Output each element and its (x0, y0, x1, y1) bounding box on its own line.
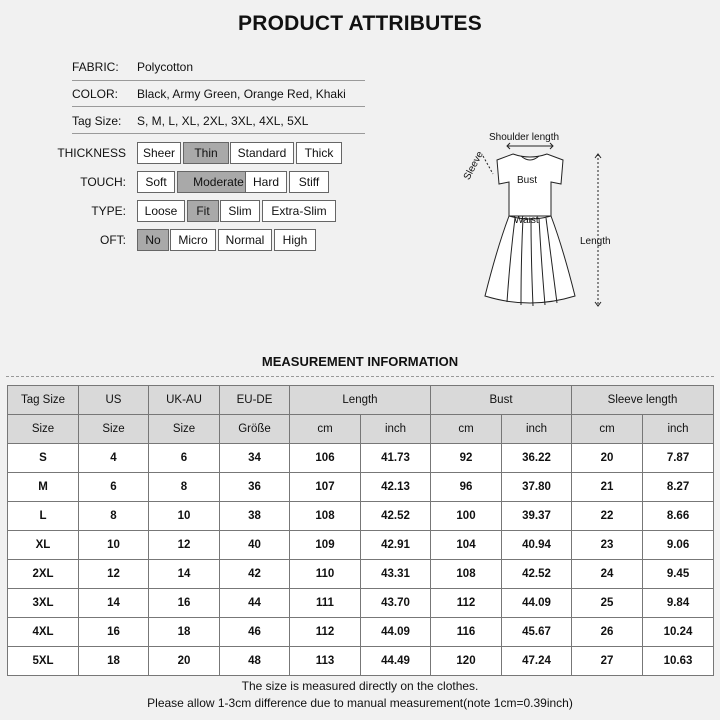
table-cell: 110 (290, 560, 361, 589)
table-cell: 116 (431, 618, 502, 647)
table-cell: 21 (572, 473, 643, 502)
table-cell: 18 (79, 647, 149, 676)
table-cell: 40 (220, 531, 290, 560)
attr-key: FABRIC: (72, 60, 119, 74)
table-cell: 47.24 (502, 647, 572, 676)
option-chip: Fit (187, 200, 219, 222)
table-header-row (8, 386, 714, 415)
table-cell: L (8, 502, 79, 531)
table-cell: 9.84 (643, 589, 714, 618)
table-cell: 44.09 (502, 589, 572, 618)
table-cell: 3XL (8, 589, 79, 618)
table-cell: 44 (220, 589, 290, 618)
table-cell: 42 (220, 560, 290, 589)
table-row (8, 618, 714, 647)
subheader-cell: cm (290, 415, 361, 444)
table-cell: 109 (290, 531, 361, 560)
table-cell: 108 (290, 502, 361, 531)
option-chip: Stiff (289, 171, 329, 193)
sleeve-label: Sleeve (461, 149, 486, 182)
attr-value: Polycotton (137, 60, 194, 74)
table-cell: 20 (572, 444, 643, 473)
table-cell: 39.37 (502, 502, 572, 531)
option-chip: Micro (170, 229, 216, 251)
table-cell: 10.63 (643, 647, 714, 676)
option-label: TYPE: (91, 204, 126, 218)
table-cell: 45.67 (502, 618, 572, 647)
table-cell: 9.06 (643, 531, 714, 560)
divider (72, 133, 365, 134)
length-label: Length (580, 236, 611, 247)
table-cell: 14 (149, 560, 220, 589)
table-row (8, 444, 714, 473)
measurement-title: MEASUREMENT INFORMATION (261, 354, 459, 369)
subheader-cell: inch (643, 415, 714, 444)
attr-key: COLOR: (72, 87, 119, 101)
table-cell: 14 (79, 589, 149, 618)
table-cell: 113 (290, 647, 361, 676)
option-chip: Hard (245, 171, 287, 193)
table-cell: 9.45 (643, 560, 714, 589)
option-chip: Normal (218, 229, 272, 251)
subheader-cell: cm (572, 415, 643, 444)
header-cell: Length (290, 386, 431, 415)
table-cell: 23 (572, 531, 643, 560)
table-cell: 42.13 (361, 473, 431, 502)
header-cell: EU-DE (220, 386, 290, 415)
option-chip: Moderate (177, 171, 260, 193)
table-cell: 12 (79, 560, 149, 589)
table-cell: 24 (572, 560, 643, 589)
table-cell: 7.87 (643, 444, 714, 473)
table-cell: 16 (149, 589, 220, 618)
table-cell: 10 (149, 502, 220, 531)
table-cell: 20 (149, 647, 220, 676)
waist-label: Waist (514, 215, 539, 226)
table-cell: 42.52 (361, 502, 431, 531)
table-cell: 41.73 (361, 444, 431, 473)
subheader-cell: Size (8, 415, 79, 444)
table-cell: S (8, 444, 79, 473)
table-row (8, 589, 714, 618)
table-cell: M (8, 473, 79, 502)
table-cell: 37.80 (502, 473, 572, 502)
attr-value: S, M, L, XL, 2XL, 3XL, 4XL, 5XL (137, 114, 309, 128)
option-chip: Soft (137, 171, 175, 193)
attr-value: Black, Army Green, Orange Red, Khaki (137, 87, 346, 101)
divider (72, 80, 365, 81)
table-cell: 108 (431, 560, 502, 589)
table-cell: 106 (290, 444, 361, 473)
option-chip: Standard (230, 142, 294, 164)
table-cell: 44.09 (361, 618, 431, 647)
table-cell: 4 (79, 444, 149, 473)
table-cell: 112 (431, 589, 502, 618)
table-cell: 4XL (8, 618, 79, 647)
table-row (8, 647, 714, 676)
dashed-divider (6, 376, 714, 377)
table-cell: 8.66 (643, 502, 714, 531)
table-cell: 8.27 (643, 473, 714, 502)
table-cell: 48 (220, 647, 290, 676)
header-cell: US (79, 386, 149, 415)
table-subheader-row (8, 415, 714, 444)
option-chip: Loose (137, 200, 185, 222)
table-cell: 12 (149, 531, 220, 560)
note-line-2: Please allow 1-3cm difference due to manual measurement(note 1cm=0.39inch) (147, 696, 573, 710)
option-chip: Thin (183, 142, 229, 164)
table-cell: 25 (572, 589, 643, 618)
table-cell: XL (8, 531, 79, 560)
subheader-cell: Größe (220, 415, 290, 444)
header-cell: Sleeve length (572, 386, 714, 415)
table-cell: 96 (431, 473, 502, 502)
table-cell: 104 (431, 531, 502, 560)
table-cell: 107 (290, 473, 361, 502)
table-cell: 8 (79, 502, 149, 531)
option-chip: Slim (220, 200, 260, 222)
subheader-cell: Size (79, 415, 149, 444)
table-cell: 112 (290, 618, 361, 647)
table-cell: 43.31 (361, 560, 431, 589)
option-chip: Thick (296, 142, 342, 164)
table-row (8, 473, 714, 502)
table-cell: 100 (431, 502, 502, 531)
table-cell: 46 (220, 618, 290, 647)
table-cell: 92 (431, 444, 502, 473)
table-cell: 44.49 (361, 647, 431, 676)
table-row (8, 531, 714, 560)
attr-key: Tag Size: (72, 114, 122, 128)
shoulder-label: Shoulder length (489, 132, 560, 143)
option-chip: Extra-Slim (262, 200, 336, 222)
table-cell: 22 (572, 502, 643, 531)
option-chip: High (274, 229, 316, 251)
table-cell: 34 (220, 444, 290, 473)
table-cell: 38 (220, 502, 290, 531)
table-cell: 18 (149, 618, 220, 647)
table-cell: 120 (431, 647, 502, 676)
table-cell: 8 (149, 473, 220, 502)
table-cell: 40.94 (502, 531, 572, 560)
measurement-table (7, 385, 714, 676)
table-cell: 42.52 (502, 560, 572, 589)
page-title: PRODUCT ATTRIBUTES (238, 12, 482, 35)
table-row (8, 560, 714, 589)
header-cell: Bust (431, 386, 572, 415)
option-label: THICKNESS (57, 146, 126, 160)
subheader-cell: inch (502, 415, 572, 444)
option-label: TOUCH: (80, 175, 126, 189)
option-chip: No (137, 229, 169, 251)
table-cell: 111 (290, 589, 361, 618)
subheader-cell: cm (431, 415, 502, 444)
table-cell: 36 (220, 473, 290, 502)
table-cell: 2XL (8, 560, 79, 589)
table-cell: 36.22 (502, 444, 572, 473)
table-cell: 6 (79, 473, 149, 502)
table-cell: 5XL (8, 647, 79, 676)
divider (72, 106, 365, 107)
dress-diagram (455, 128, 625, 313)
table-cell: 6 (149, 444, 220, 473)
option-label: OFT: (100, 233, 126, 247)
subheader-cell: inch (361, 415, 431, 444)
header-cell: UK-AU (149, 386, 220, 415)
table-cell: 27 (572, 647, 643, 676)
table-cell: 26 (572, 618, 643, 647)
subheader-cell: Size (149, 415, 220, 444)
table-row (8, 502, 714, 531)
table-cell: 10 (79, 531, 149, 560)
header-cell: Tag Size (8, 386, 79, 415)
bust-label: Bust (517, 175, 538, 186)
note-line-1: The size is measured directly on the clothes. (241, 679, 479, 693)
table-cell: 43.70 (361, 589, 431, 618)
table-cell: 42.91 (361, 531, 431, 560)
table-cell: 10.24 (643, 618, 714, 647)
table-cell: 16 (79, 618, 149, 647)
option-chip: Sheer (137, 142, 181, 164)
